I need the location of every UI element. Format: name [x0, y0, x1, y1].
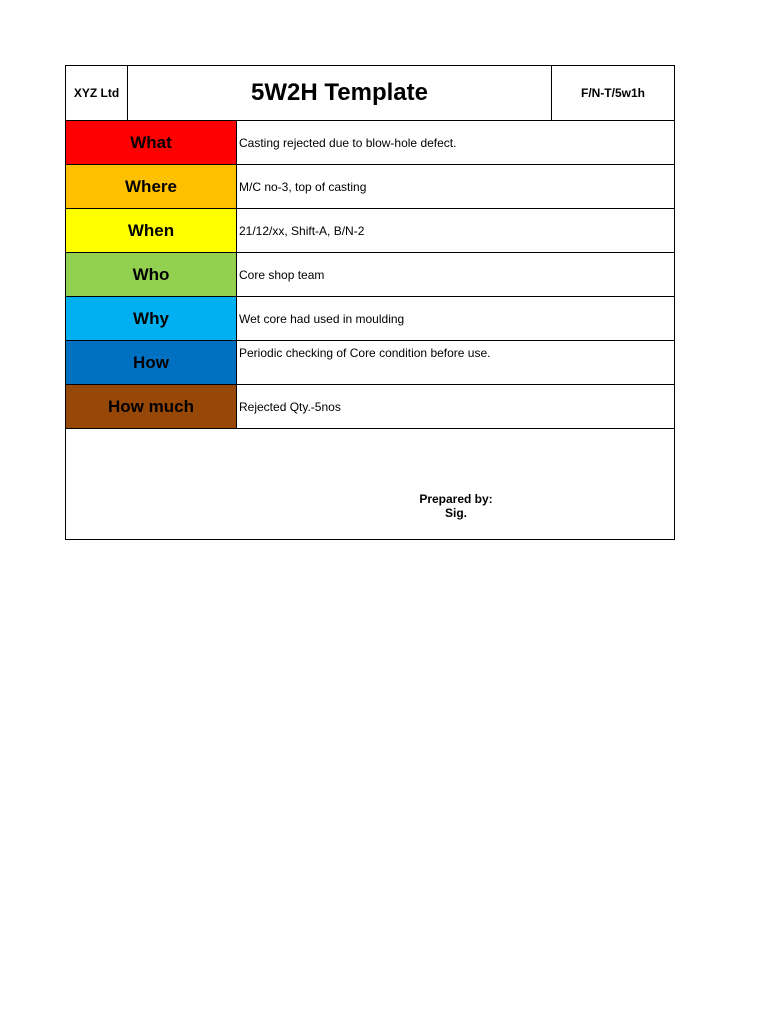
row-how-much [66, 385, 674, 429]
document-title: 5W2H Template [251, 79, 428, 106]
value-when: 21/12/xx, Shift-A, B/N-2 [239, 223, 365, 238]
label-who: Who [66, 253, 237, 296]
5w2h-sheet [65, 65, 675, 540]
signature-area [66, 429, 674, 539]
row-why [66, 297, 674, 341]
label-why: Why [66, 297, 237, 340]
row-when [66, 209, 674, 253]
form-number: F/N-T/5w1h [551, 66, 674, 120]
value-where: M/C no-3, top of casting [239, 179, 367, 194]
prepared-by-label: Prepared by: [419, 492, 493, 506]
value-how: Periodic checking of Core condition before use. [239, 346, 491, 360]
label-when: When [66, 209, 237, 252]
label-how: How [66, 341, 237, 384]
header-row [66, 66, 674, 121]
value-why: Wet core had used in moulding [239, 311, 405, 326]
signature-label: Sig. [444, 506, 467, 520]
label-how-much: How much [66, 385, 237, 428]
row-who [66, 253, 674, 297]
value-what: Casting rejected due to blow-hole defect. [239, 135, 457, 150]
row-where [66, 165, 674, 209]
row-how [66, 341, 674, 385]
company-name: XYZ Ltd [66, 66, 128, 120]
row-what [66, 121, 674, 165]
label-where: Where [66, 165, 237, 208]
value-how-much: Rejected Qty.-5nos [239, 399, 341, 414]
value-who: Core shop team [239, 267, 325, 282]
label-what: What [66, 121, 237, 164]
